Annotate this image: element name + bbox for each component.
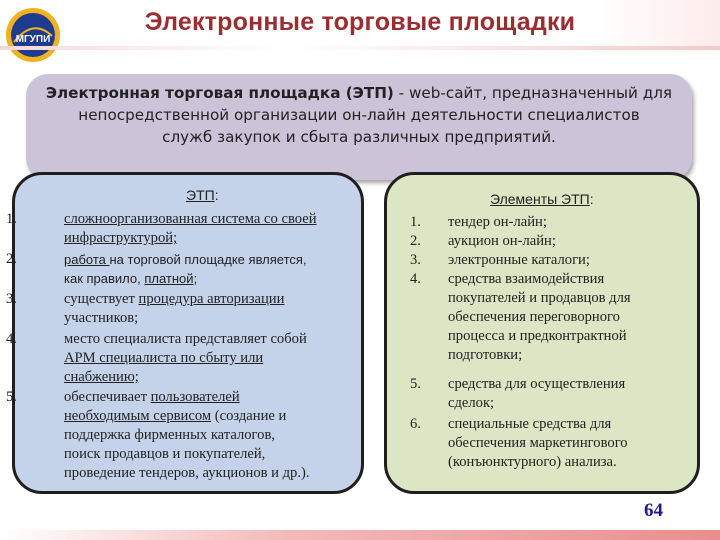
footer-decoration	[0, 530, 720, 540]
page-title: Электронные торговые площадки	[144, 8, 576, 36]
university-logo	[4, 6, 62, 64]
definition-line-2: непосредственной организации он-лайн деятельности специалистов	[78, 106, 640, 124]
definition-line-3: служб закупок и сбыта различных предприятий.	[162, 128, 556, 146]
title-divider	[0, 46, 720, 50]
definition-line-1	[36, 82, 682, 104]
definition-line-1-rest: - web-сайт, предназначенный для	[393, 84, 673, 102]
page-number: 64	[644, 500, 663, 521]
elements-heading: Элементы ЭТП:	[490, 191, 594, 207]
logo-text: МГУПИ	[15, 34, 51, 45]
etp-heading: ЭТП:	[186, 187, 219, 203]
definition-term: Электронная торговая площадка (ЭТП)	[45, 84, 394, 102]
definition-text	[36, 82, 682, 148]
